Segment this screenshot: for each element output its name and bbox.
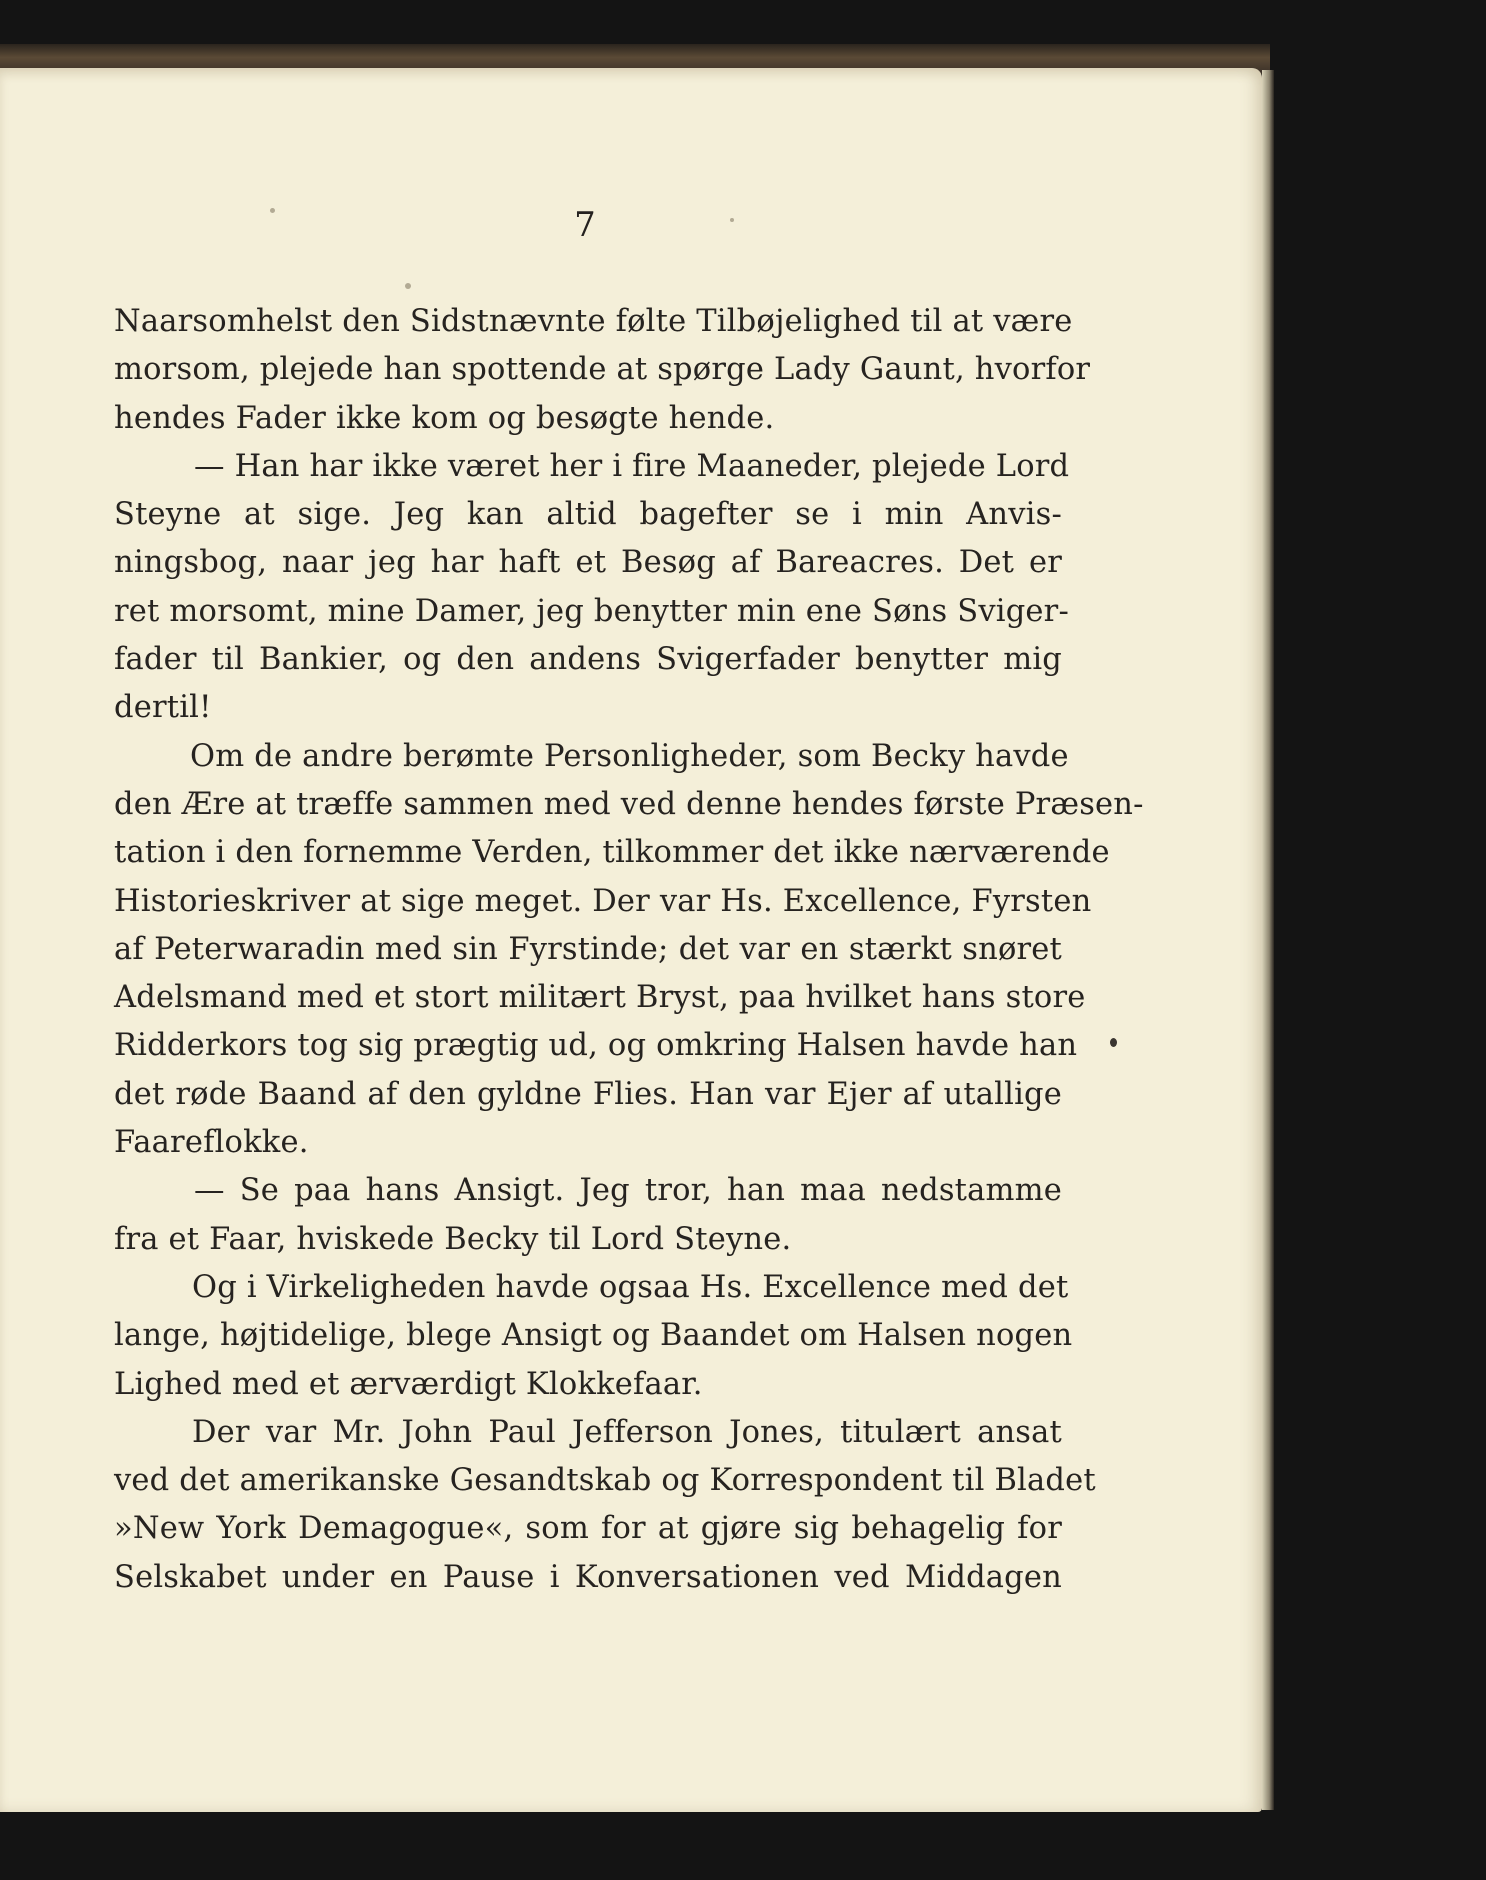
text-line: Og i Virkeligheden havde ogsaa Hs. Excellence med det	[192, 1269, 1069, 1305]
text-line: Adelsmand med et stort militært Bryst, paa hvilket hans store	[114, 980, 1086, 1016]
text-line: Lighed med et ærværdigt Klokkefaar.	[114, 1366, 703, 1402]
text-line: Faareflokke.	[114, 1125, 309, 1161]
paper-speck	[405, 283, 411, 289]
text-line: — Se paa hans Ansigt. Jeg tror, han maa nedstamme	[194, 1173, 1062, 1209]
text-line: den Ære at træffe sammen med ved denne hendes første Præsen-	[114, 786, 1144, 822]
page-right-edge	[1262, 70, 1274, 1810]
text-line: Naarsomhelst den Sidstnævnte følte Tilbøjelighed til at være	[114, 304, 1073, 339]
text-line: hendes Fader ikke kom og besøgte hende.	[114, 400, 775, 436]
text-line: fader til Bankier, og den andens Svigerfader benytter mig	[114, 642, 1062, 678]
text-line: af Peterwaradin med sin Fyrstinde; det var en stærkt snøret	[114, 931, 1062, 967]
text-line: det røde Baand af den gyldne Flies. Han var Ejer af utallige	[114, 1076, 1062, 1112]
text-line: morsom, plejede han spottende at spørge Lady Gaunt, hvorfor	[114, 352, 1091, 388]
text-line: Ridderkors tog sig prægtig ud, og omkring Halsen havde han	[114, 1028, 1078, 1064]
text-line: tation i den fornemme Verden, tilkommer det ikke nærværende	[114, 835, 1110, 871]
text-line: Om de andre berømte Personligheder, som Becky havde	[190, 738, 1069, 774]
text-line: lange, højtidelige, blege Ansigt og Baandet om Halsen nogen	[114, 1318, 1073, 1354]
text-line: Der var Mr. John Paul Jefferson Jones, titulært ansat	[192, 1414, 1062, 1450]
page-number: 7	[574, 205, 596, 245]
text-line: ningsbog, naar jeg har haft et Besøg af Bareacres. Det er	[114, 545, 1062, 581]
paper-speck	[1110, 1038, 1117, 1047]
text-line: dertil!	[114, 690, 212, 726]
text-line: ved det amerikanske Gesandtskab og Korrespondent til Bladet	[114, 1463, 1096, 1499]
text-line: Steyne at sige. Jeg kan altid bagefter se i min Anvis-	[114, 497, 1062, 533]
text-line: fra et Faar, hviskede Becky til Lord Steyne.	[114, 1221, 792, 1257]
text-line: Selskabet under en Pause i Konversationen ved Middagen	[114, 1559, 1062, 1595]
body-text	[114, 298, 1144, 1602]
text-line: ret morsomt, mine Damer, jeg benytter min ene Søns Sviger-	[114, 593, 1069, 629]
text-line: — Han har ikke været her i fire Maaneder, plejede Lord	[194, 448, 1070, 484]
text-line: »New York Demagogue«, som for at gjøre sig behagelig for	[114, 1511, 1062, 1547]
text-line: Historieskriver at sige meget. Der var Hs. Excellence, Fyrsten	[114, 883, 1092, 919]
